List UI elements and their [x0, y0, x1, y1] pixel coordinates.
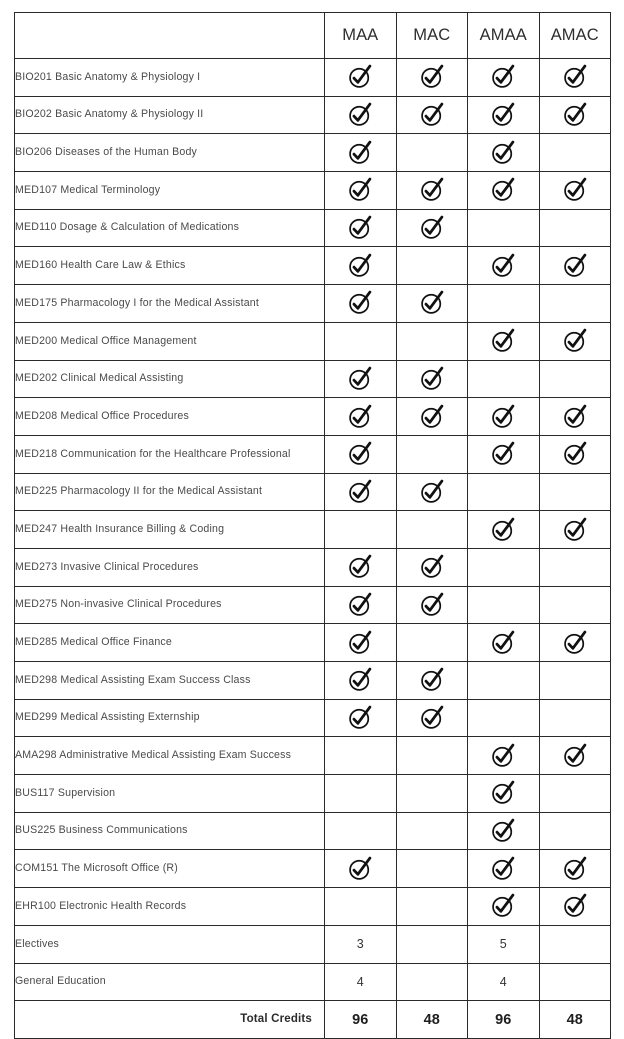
cell-empty-mac — [396, 888, 468, 926]
table-header — [15, 13, 611, 59]
cell-check-maa — [325, 473, 397, 511]
cell-check-amac — [539, 96, 611, 134]
check-circle-icon — [490, 856, 516, 882]
course-name-cell: MED160 Health Care Law & Ethics — [15, 247, 325, 285]
cell-empty-mac — [396, 247, 468, 285]
course-name-cell: EHR100 Electronic Health Records — [15, 888, 325, 926]
cell-check-amaa — [468, 812, 540, 850]
table-body — [15, 59, 611, 1039]
table-row — [15, 285, 611, 323]
table-row — [15, 435, 611, 473]
empty-placeholder — [540, 549, 611, 586]
table-row — [15, 360, 611, 398]
cell-check-maa — [325, 59, 397, 97]
cell-empty-amaa — [468, 548, 540, 586]
check-circle-icon — [490, 177, 516, 203]
check-circle-icon — [419, 64, 445, 90]
cell-check-amac — [539, 398, 611, 436]
empty-placeholder — [397, 247, 468, 284]
empty-placeholder — [540, 285, 611, 322]
check-circle-icon — [347, 705, 373, 731]
check-circle-icon — [419, 554, 445, 580]
cell-empty-mac — [396, 812, 468, 850]
check-circle-icon — [347, 366, 373, 392]
empty-placeholder — [397, 888, 468, 925]
cell-check-amac — [539, 888, 611, 926]
course-name-cell: BUS117 Supervision — [15, 775, 325, 813]
table-row — [15, 624, 611, 662]
cell-check-amaa — [468, 737, 540, 775]
cell-check-maa — [325, 172, 397, 210]
table-row — [15, 172, 611, 210]
course-name-cell: MED208 Medical Office Procedures — [15, 398, 325, 436]
check-circle-icon — [562, 441, 588, 467]
check-circle-icon — [562, 893, 588, 919]
check-circle-icon — [347, 215, 373, 241]
cell-empty-mac — [396, 624, 468, 662]
cell-check-amaa — [468, 398, 540, 436]
table-row — [15, 812, 611, 850]
column-header-maa: MAA — [325, 13, 397, 59]
empty-placeholder — [468, 587, 539, 624]
cell-check-mac — [396, 96, 468, 134]
empty-placeholder — [540, 700, 611, 737]
table-row — [15, 888, 611, 926]
course-name-cell: MED110 Dosage & Calculation of Medications — [15, 209, 325, 247]
cell-check-amaa — [468, 850, 540, 888]
cell-check-maa — [325, 209, 397, 247]
cell-check-amac — [539, 247, 611, 285]
cell-check-amaa — [468, 888, 540, 926]
check-circle-icon — [562, 630, 588, 656]
cell-check-mac — [396, 548, 468, 586]
cell-empty-amac — [539, 473, 611, 511]
empty-placeholder — [468, 285, 539, 322]
check-circle-icon — [490, 253, 516, 279]
check-circle-icon — [419, 404, 445, 430]
cell-empty-mac — [396, 737, 468, 775]
empty-placeholder — [540, 775, 611, 812]
check-circle-icon — [347, 441, 373, 467]
check-circle-icon — [562, 856, 588, 882]
cell-check-amac — [539, 624, 611, 662]
cell-check-maa — [325, 850, 397, 888]
check-circle-icon — [347, 592, 373, 618]
empty-placeholder — [325, 775, 396, 812]
empty-placeholder — [468, 549, 539, 586]
table-row — [15, 925, 611, 963]
table-row — [15, 548, 611, 586]
table-row — [15, 737, 611, 775]
empty-placeholder — [468, 210, 539, 247]
cell-empty-maa — [325, 812, 397, 850]
cell-empty-amac — [539, 925, 611, 963]
cell-check-amac — [539, 322, 611, 360]
check-circle-icon — [347, 290, 373, 316]
check-circle-icon — [490, 893, 516, 919]
course-name-cell: General Education — [15, 963, 325, 1001]
course-name-cell: MED298 Medical Assisting Exam Success Class — [15, 662, 325, 700]
table-row — [15, 586, 611, 624]
cell-empty-maa — [325, 322, 397, 360]
check-circle-icon — [419, 667, 445, 693]
total-credits-row — [15, 1001, 611, 1039]
empty-placeholder — [325, 511, 396, 548]
cell-empty-amaa — [468, 699, 540, 737]
check-circle-icon — [347, 479, 373, 505]
check-circle-icon — [347, 177, 373, 203]
table-row — [15, 850, 611, 888]
cell-empty-amac — [539, 963, 611, 1001]
cell-empty-amaa — [468, 586, 540, 624]
cell-check-maa — [325, 285, 397, 323]
course-name-cell: AMA298 Administrative Medical Assisting Exam Success — [15, 737, 325, 775]
check-circle-icon — [562, 517, 588, 543]
column-header-amac: AMAC — [539, 13, 611, 59]
total-credits-maa: 96 — [325, 1001, 397, 1039]
course-name-cell: BUS225 Business Communications — [15, 812, 325, 850]
total-credits-mac: 48 — [396, 1001, 468, 1039]
empty-placeholder — [325, 888, 396, 925]
table-row — [15, 322, 611, 360]
cell-check-maa — [325, 435, 397, 473]
cell-check-mac — [396, 398, 468, 436]
table-row — [15, 473, 611, 511]
cell-empty-mac — [396, 435, 468, 473]
check-circle-icon — [490, 64, 516, 90]
cell-check-mac — [396, 285, 468, 323]
column-header-amaa: AMAA — [468, 13, 540, 59]
cell-empty-maa — [325, 775, 397, 813]
cell-check-amac — [539, 511, 611, 549]
cell-value-maa: 3 — [325, 925, 397, 963]
check-circle-icon — [419, 102, 445, 128]
table-row — [15, 963, 611, 1001]
empty-placeholder — [325, 323, 396, 360]
cell-check-amaa — [468, 247, 540, 285]
cell-empty-amaa — [468, 209, 540, 247]
cell-empty-amac — [539, 134, 611, 172]
cell-check-amaa — [468, 322, 540, 360]
cell-empty-amac — [539, 285, 611, 323]
empty-placeholder — [397, 926, 468, 963]
cell-empty-amac — [539, 812, 611, 850]
empty-placeholder — [540, 813, 611, 850]
check-circle-icon — [347, 554, 373, 580]
check-circle-icon — [490, 517, 516, 543]
cell-empty-mac — [396, 850, 468, 888]
cell-empty-amac — [539, 586, 611, 624]
course-name-cell: BIO202 Basic Anatomy & Physiology II — [15, 96, 325, 134]
cell-empty-mac — [396, 134, 468, 172]
cell-empty-amac — [539, 699, 611, 737]
empty-placeholder — [397, 850, 468, 887]
cell-check-maa — [325, 699, 397, 737]
header-row — [15, 13, 611, 59]
total-credits-amaa: 96 — [468, 1001, 540, 1039]
cell-check-amaa — [468, 624, 540, 662]
course-name-cell: COM151 The Microsoft Office (R) — [15, 850, 325, 888]
total-credits-label: Total Credits — [15, 1001, 325, 1039]
cell-empty-amac — [539, 209, 611, 247]
cell-check-maa — [325, 586, 397, 624]
cell-check-mac — [396, 473, 468, 511]
cell-check-mac — [396, 360, 468, 398]
cell-empty-amaa — [468, 473, 540, 511]
check-circle-icon — [347, 404, 373, 430]
check-circle-icon — [562, 64, 588, 90]
check-circle-icon — [562, 328, 588, 354]
empty-placeholder — [397, 134, 468, 171]
course-name-cell: MED299 Medical Assisting Externship — [15, 699, 325, 737]
cell-check-maa — [325, 662, 397, 700]
empty-placeholder — [540, 210, 611, 247]
empty-placeholder — [325, 813, 396, 850]
table-row — [15, 134, 611, 172]
empty-placeholder — [397, 511, 468, 548]
check-circle-icon — [562, 102, 588, 128]
course-name-cell: MED218 Communication for the Healthcare Professional — [15, 435, 325, 473]
check-circle-icon — [490, 328, 516, 354]
cell-empty-amaa — [468, 285, 540, 323]
course-name-cell: MED247 Health Insurance Billing & Coding — [15, 511, 325, 549]
cell-value-maa: 4 — [325, 963, 397, 1001]
cell-check-mac — [396, 59, 468, 97]
cell-empty-maa — [325, 737, 397, 775]
cell-check-maa — [325, 624, 397, 662]
cell-check-amaa — [468, 435, 540, 473]
header-corner-cell — [15, 13, 325, 59]
course-name-cell: MED273 Invasive Clinical Procedures — [15, 548, 325, 586]
cell-check-amac — [539, 850, 611, 888]
course-name-cell: MED202 Clinical Medical Assisting — [15, 360, 325, 398]
table-row — [15, 398, 611, 436]
table-row — [15, 775, 611, 813]
cell-check-amac — [539, 172, 611, 210]
course-name-cell: MED107 Medical Terminology — [15, 172, 325, 210]
course-name-cell: BIO206 Diseases of the Human Body — [15, 134, 325, 172]
cell-check-maa — [325, 398, 397, 436]
check-circle-icon — [490, 140, 516, 166]
cell-check-mac — [396, 209, 468, 247]
course-name-cell: MED200 Medical Office Management — [15, 322, 325, 360]
cell-check-mac — [396, 172, 468, 210]
empty-placeholder — [397, 813, 468, 850]
cell-value-amaa: 5 — [468, 925, 540, 963]
table-row — [15, 209, 611, 247]
check-circle-icon — [347, 253, 373, 279]
check-circle-icon — [347, 64, 373, 90]
check-circle-icon — [562, 404, 588, 430]
table-row — [15, 247, 611, 285]
check-circle-icon — [347, 140, 373, 166]
empty-placeholder — [468, 361, 539, 398]
check-circle-icon — [419, 290, 445, 316]
cell-check-amac — [539, 737, 611, 775]
empty-placeholder — [397, 323, 468, 360]
empty-placeholder — [325, 737, 396, 774]
cell-check-mac — [396, 586, 468, 624]
check-circle-icon — [562, 253, 588, 279]
cell-check-amac — [539, 435, 611, 473]
check-circle-icon — [490, 818, 516, 844]
empty-placeholder — [468, 474, 539, 511]
cell-check-amaa — [468, 775, 540, 813]
table-row — [15, 511, 611, 549]
check-circle-icon — [419, 215, 445, 241]
empty-placeholder — [540, 587, 611, 624]
cell-check-mac — [396, 662, 468, 700]
cell-check-amaa — [468, 172, 540, 210]
course-name-cell: BIO201 Basic Anatomy & Physiology I — [15, 59, 325, 97]
program-comparison-matrix — [14, 12, 610, 1028]
cell-empty-mac — [396, 322, 468, 360]
table-row — [15, 699, 611, 737]
check-circle-icon — [347, 630, 373, 656]
table-row — [15, 662, 611, 700]
cell-empty-mac — [396, 511, 468, 549]
empty-placeholder — [540, 662, 611, 699]
check-circle-icon — [490, 630, 516, 656]
cell-empty-amac — [539, 360, 611, 398]
empty-placeholder — [540, 926, 611, 963]
empty-placeholder — [397, 775, 468, 812]
cell-empty-amac — [539, 775, 611, 813]
check-circle-icon — [562, 177, 588, 203]
empty-placeholder — [468, 700, 539, 737]
empty-placeholder — [397, 624, 468, 661]
cell-check-amaa — [468, 59, 540, 97]
cell-check-amaa — [468, 96, 540, 134]
check-circle-icon — [347, 102, 373, 128]
cell-empty-maa — [325, 511, 397, 549]
empty-placeholder — [397, 964, 468, 1001]
empty-placeholder — [540, 964, 611, 1001]
cell-empty-maa — [325, 888, 397, 926]
check-circle-icon — [419, 177, 445, 203]
empty-placeholder — [397, 436, 468, 473]
course-name-cell: MED275 Non-invasive Clinical Procedures — [15, 586, 325, 624]
course-name-cell: Electives — [15, 925, 325, 963]
table-row — [15, 59, 611, 97]
empty-placeholder — [540, 134, 611, 171]
check-circle-icon — [490, 441, 516, 467]
check-circle-icon — [419, 705, 445, 731]
course-name-cell: MED285 Medical Office Finance — [15, 624, 325, 662]
cell-empty-amac — [539, 548, 611, 586]
empty-placeholder — [540, 361, 611, 398]
cell-empty-mac — [396, 775, 468, 813]
cell-empty-mac — [396, 925, 468, 963]
cell-value-amaa: 4 — [468, 963, 540, 1001]
cell-empty-amaa — [468, 662, 540, 700]
course-name-cell: MED225 Pharmacology II for the Medical Assistant — [15, 473, 325, 511]
column-header-mac: MAC — [396, 13, 468, 59]
cell-check-maa — [325, 247, 397, 285]
cell-check-mac — [396, 699, 468, 737]
check-circle-icon — [419, 479, 445, 505]
check-circle-icon — [490, 404, 516, 430]
check-circle-icon — [562, 743, 588, 769]
check-circle-icon — [419, 366, 445, 392]
check-circle-icon — [347, 667, 373, 693]
cell-empty-amaa — [468, 360, 540, 398]
cell-check-amac — [539, 59, 611, 97]
empty-placeholder — [397, 737, 468, 774]
total-credits-amac: 48 — [539, 1001, 611, 1039]
check-circle-icon — [419, 592, 445, 618]
empty-placeholder — [540, 474, 611, 511]
course-name-cell: MED175 Pharmacology I for the Medical Assistant — [15, 285, 325, 323]
cell-empty-amac — [539, 662, 611, 700]
cell-check-maa — [325, 134, 397, 172]
cell-check-amaa — [468, 134, 540, 172]
empty-placeholder — [468, 662, 539, 699]
course-program-table — [14, 12, 611, 1039]
check-circle-icon — [490, 102, 516, 128]
cell-check-amaa — [468, 511, 540, 549]
check-circle-icon — [490, 780, 516, 806]
check-circle-icon — [347, 856, 373, 882]
cell-check-maa — [325, 360, 397, 398]
cell-check-maa — [325, 548, 397, 586]
table-row — [15, 96, 611, 134]
cell-check-maa — [325, 96, 397, 134]
check-circle-icon — [490, 743, 516, 769]
cell-empty-mac — [396, 963, 468, 1001]
